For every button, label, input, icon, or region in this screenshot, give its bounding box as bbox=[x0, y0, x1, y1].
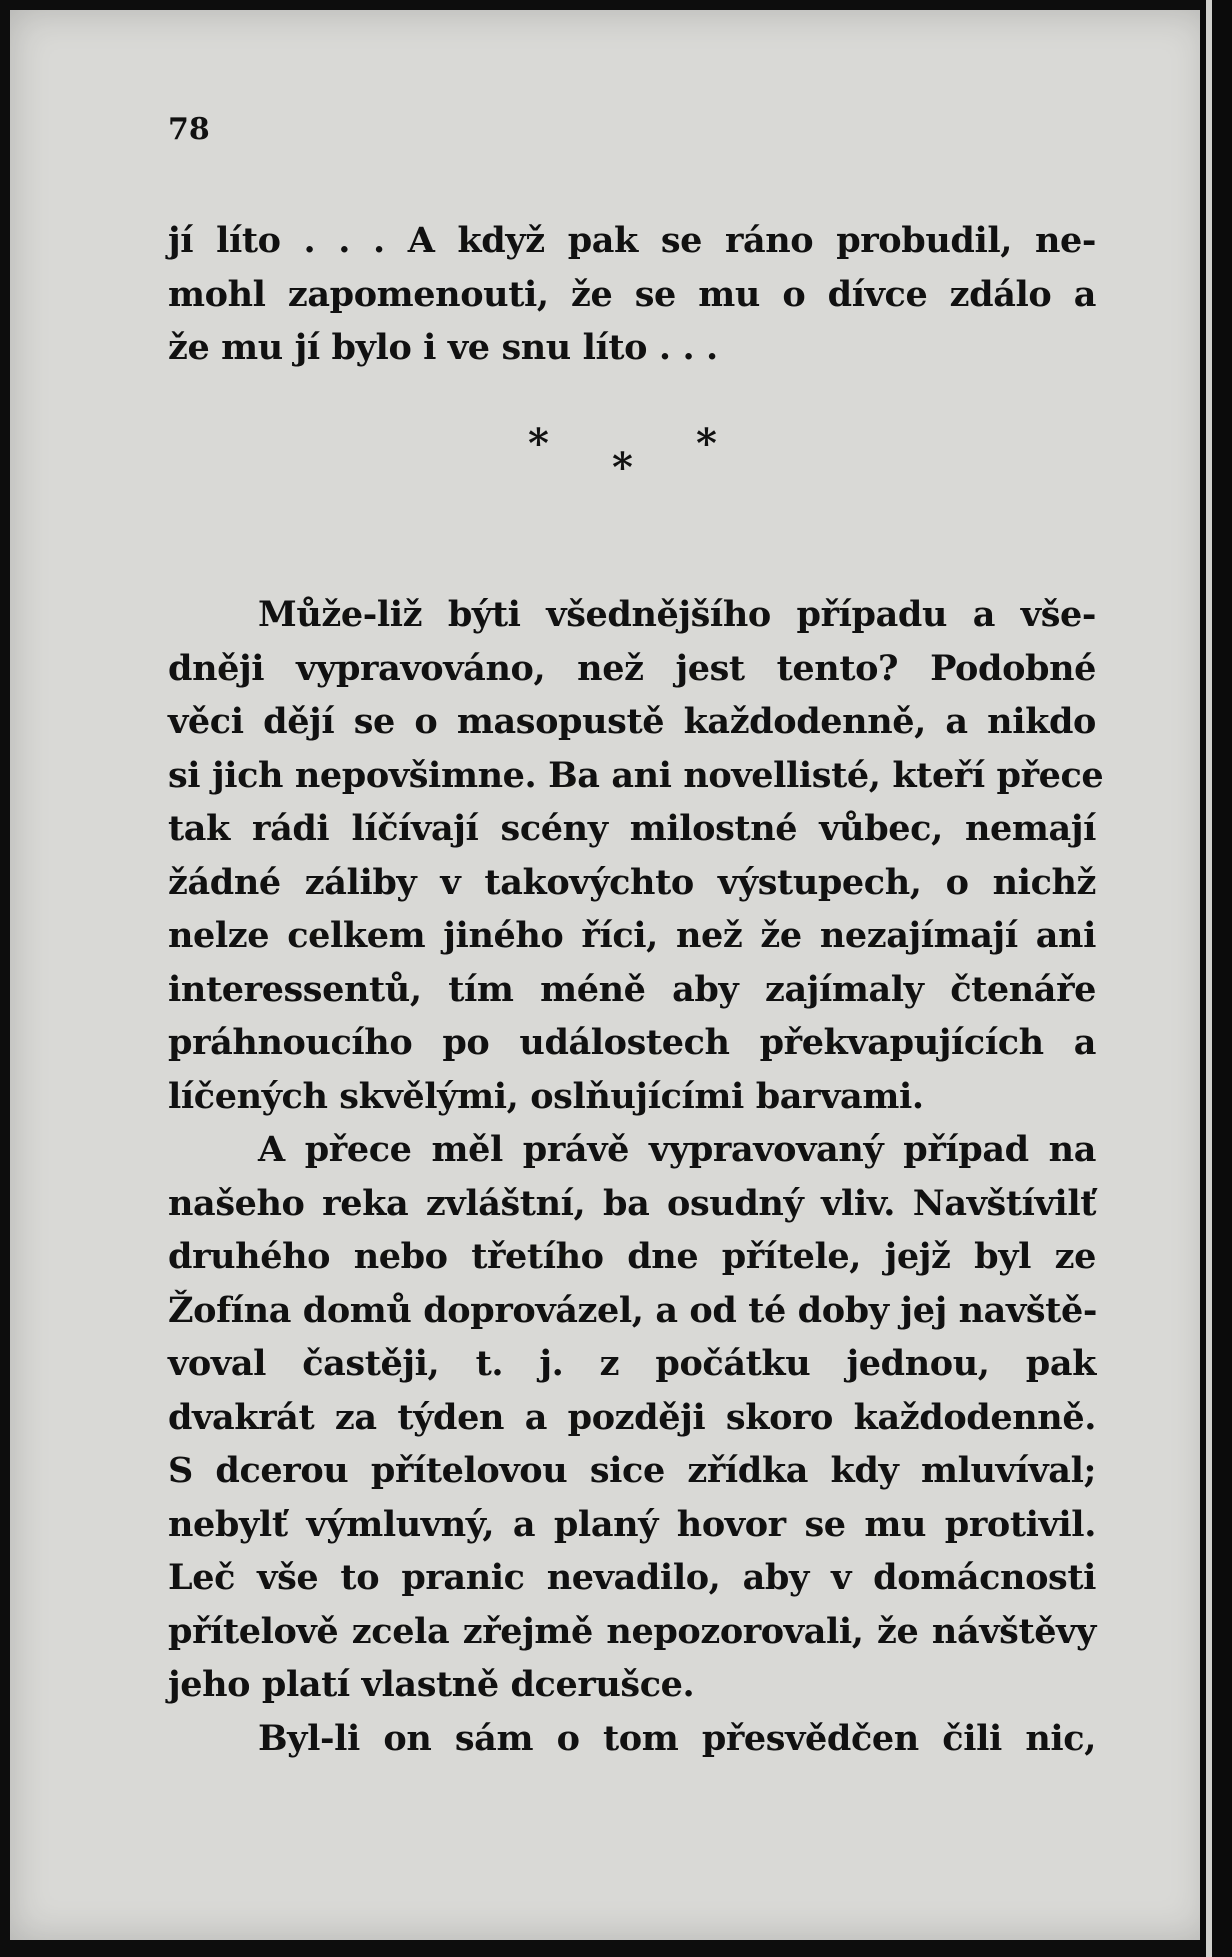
text-line: Může-liž býti všednějšího případu a vše- bbox=[258, 594, 1096, 635]
text-line: S dcerou přítelovou sice zřídka kdy mluvíval; bbox=[168, 1450, 1096, 1491]
paragraph-main bbox=[168, 588, 1104, 1765]
text-line: našeho reka zvláštní, ba osudný vliv. Navštívilť bbox=[168, 1182, 1096, 1224]
text-line: žádné záliby v takovýchto výstupech, o nichž bbox=[168, 861, 1096, 903]
text-line: dněji vypravováno, než jest tento? Podobné bbox=[168, 647, 1096, 689]
page-edge bbox=[1200, 0, 1232, 1957]
text-line: nebylť výmluvný, a planý hovor se mu protivil. bbox=[168, 1503, 1096, 1545]
text-line: si jich nepovšimne. Ba ani novellisté, kteří přece bbox=[168, 754, 1104, 796]
asterisk: * bbox=[696, 420, 717, 467]
asterisk: * bbox=[528, 420, 549, 467]
text-line: že mu jí bylo i ve snu líto . . . bbox=[168, 327, 718, 368]
text-line: interessentů, tím méně aby zajímaly čtenáře bbox=[168, 968, 1096, 1010]
text-line: věci dějí se o masopustě každodenně, a nikdo bbox=[168, 701, 1096, 742]
asterisk: * bbox=[612, 444, 633, 491]
page-number: 78 bbox=[168, 112, 210, 147]
text-line: A přece měl právě vypravovaný případ na bbox=[258, 1129, 1096, 1170]
text-line: jeho platí vlastně dcerušce. bbox=[168, 1664, 695, 1705]
text-line: přítelově zcela zřejmě nepozorovali, že návštěvy bbox=[168, 1610, 1096, 1652]
text-line: Leč vše to pranic nevadilo, aby v domácnosti bbox=[168, 1557, 1096, 1598]
text-line: Byl-li on sám o tom přesvědčen čili nic, bbox=[258, 1717, 1096, 1759]
page-edge-strip bbox=[1206, 0, 1212, 1957]
text-line: jí líto . . . A když pak se ráno probudil, ne- bbox=[168, 220, 1096, 261]
section-separator bbox=[520, 420, 740, 490]
paragraph-opening bbox=[168, 214, 1096, 375]
text-line: voval častěji, t. j. z počátku jednou, pak bbox=[168, 1343, 1096, 1384]
text-line: tak rádi líčívají scény milostné vůbec, nemají bbox=[168, 808, 1096, 849]
text-line: druhého nebo třetího dne přítele, jejž byl ze bbox=[168, 1236, 1096, 1277]
text-line: mohl zapomenouti, že se mu o dívce zdálo a bbox=[168, 273, 1096, 315]
text-line: nelze celkem jiného říci, než že nezajímají ani bbox=[168, 915, 1096, 956]
text-line: Žofína domů doprovázel, a od té doby jej navště- bbox=[168, 1289, 1097, 1331]
text-line: dvakrát za týden a později skoro každodenně. bbox=[168, 1396, 1096, 1438]
text-line: líčených skvělými, oslňujícími barvami. bbox=[168, 1075, 924, 1117]
text-line: práhnoucího po událostech překvapujících a bbox=[168, 1022, 1096, 1063]
